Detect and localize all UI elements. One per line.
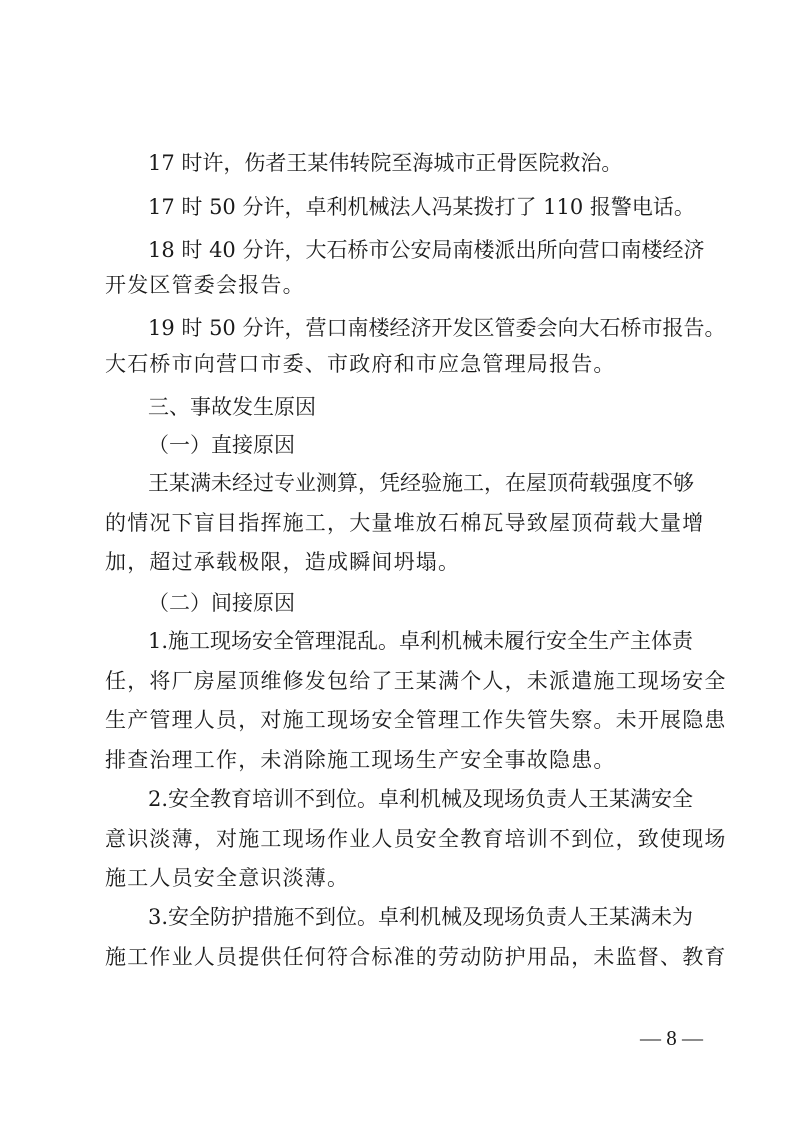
text-line: 施工作业人员提供任何符合标准的劳动防护用品，未监督、教育 [105,945,727,969]
text-line: 任，将厂房屋顶维修发包给了王某满个人，未派遣施工现场安全 [105,669,727,693]
text-line: 17 时许，伤者王某伟转院至海城市正骨医院救治。 [148,151,623,175]
text-line: 王某满未经过专业测算，凭经验施工，在屋顶荷载强度不够 [148,471,694,495]
text-line: 17 时 50 分许，卓利机械法人冯某拨打了 110 报警电话。 [148,195,695,219]
text-line: 18 时 40 分许，大石桥市公安局南楼派出所向营口南楼经济 [148,238,705,262]
text-line: 的情况下盲目指挥施工，大量堆放石棉瓦导致屋顶荷载大量增 [105,511,705,535]
text-line: 意识淡薄，对施工现场作业人员安全教育培训不到位，致使现场 [105,827,727,851]
section-heading: 三、事故发生原因 [148,395,316,419]
text-line: 加，超过承载极限，造成瞬间坍塌。 [105,550,461,574]
text-line: 1.施工现场安全管理混乱。卓利机械未履行安全生产主体责 [148,629,694,653]
text-line: 大石桥市向营口市委、市政府和市应急管理局报告。 [105,352,616,376]
text-line: 19 时 50 分许，营口南楼经济开发区管委会向大石桥市报告。 [148,316,726,340]
text-line: 排查治理工作，未消除施工现场生产安全事故隐患。 [105,748,616,772]
page-number: — 8 — [640,1026,703,1050]
text-line: 2.安全教育培训不到位。卓利机械及现场负责人王某满安全 [148,787,694,811]
subsection-heading: （一）直接原因 [148,433,295,457]
text-line: 生产管理人员，对施工现场安全管理工作失管失察。未开展隐患 [105,708,727,732]
subsection-heading: （二）间接原因 [148,591,295,615]
text-line: 施工人员安全意识淡薄。 [105,866,350,890]
text-line: 开发区管委会报告。 [105,273,305,297]
text-line: 3.安全防护措施不到位。卓利机械及现场负责人王某满未为 [148,905,694,929]
